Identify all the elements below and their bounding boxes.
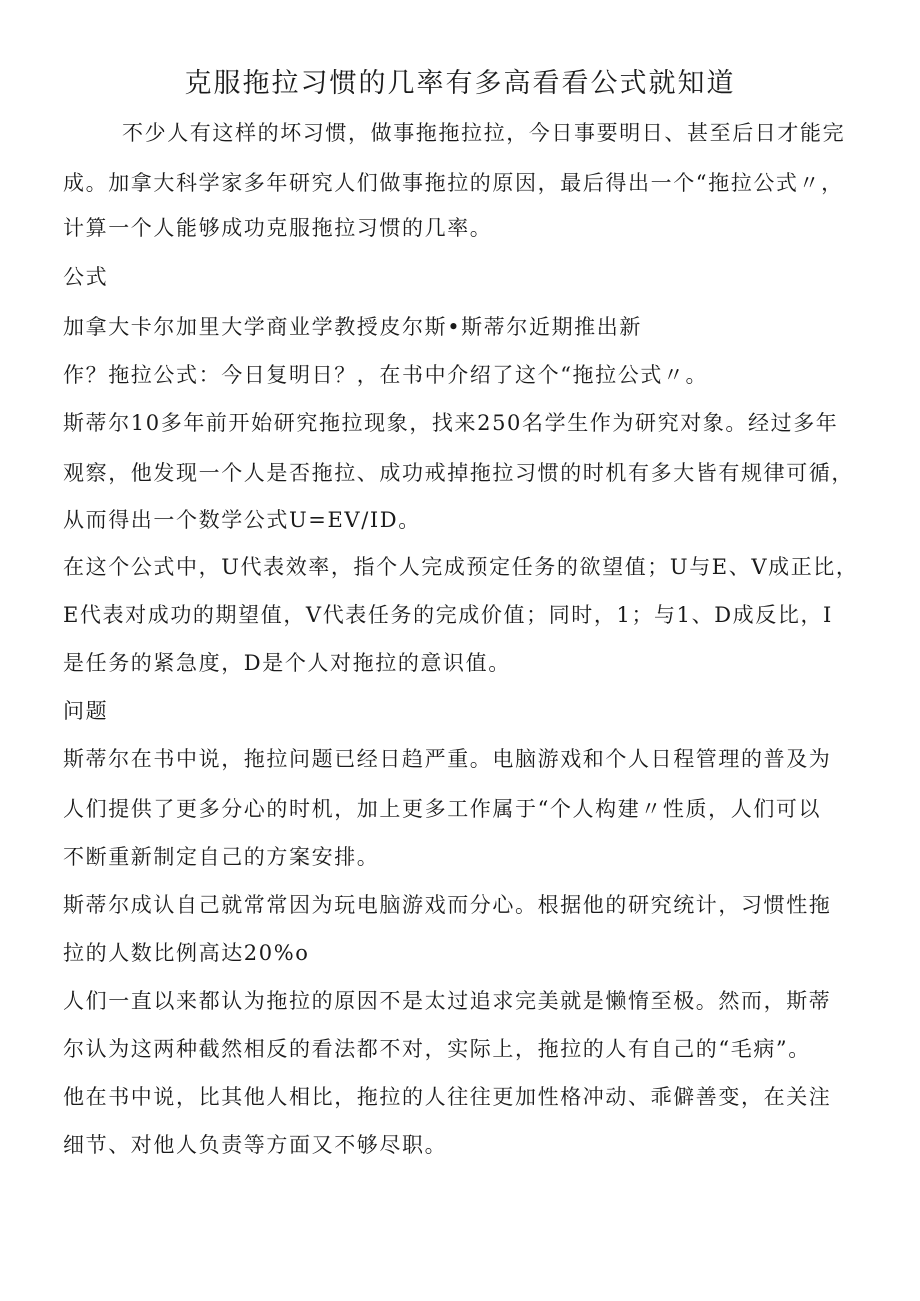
paragraph-line: E代表对成功的期望值，V代表任务的完成价值；同时，1；与1、D成反比，I	[63, 603, 833, 627]
paragraph-line: 观察，他发现一个人是否拖拉、成功戒掉拖拉习惯的时机有多大皆有规律可循，	[63, 461, 854, 485]
paragraph-line: 斯蒂尔10多年前开始研究拖拉现象，找来250名学生作为研究对象。经过多年	[63, 411, 839, 435]
paragraph-line: 计算一个人能够成功克服拖拉习惯的几率。	[63, 216, 493, 240]
paragraph-line: 从而得出一个数学公式U=EV/ID。	[63, 508, 421, 532]
section-heading-problem: 问题	[63, 699, 109, 723]
paragraph-line: 加拿大卡尔加里大学商业学教授皮尔斯•斯蒂尔近期推出新	[63, 315, 642, 339]
document-title: 克服拖拉习惯的几率有多高看看公式就知道	[184, 68, 736, 99]
paragraph-line: 人们一直以来都认为拖拉的原因不是太过追求完美就是懒惰至极。然而，斯蒂	[63, 989, 832, 1013]
paragraph-line: 成。加拿大科学家多年研究人们做事拖拉的原因，最后得出一个“拖拉公式〃，	[63, 171, 844, 195]
section-heading-formula: 公式	[63, 265, 109, 289]
paragraph-line: 是任务的紧急度，D是个人对拖拉的意识值。	[63, 651, 511, 675]
paragraph-line: 不断重新制定自己的方案安排。	[63, 845, 380, 869]
paragraph-line: 人们提供了更多分心的时机，加上更多工作属于“个人构建〃性质，人们可以	[63, 797, 822, 821]
paragraph-line: 细节、对他人负责等方面又不够尽职。	[63, 1133, 448, 1157]
paragraph-line: 作？拖拉公式：今日复明日？，在书中介绍了这个“拖拉公式〃。	[63, 363, 709, 387]
paragraph-line: 斯蒂尔成认自己就常常因为玩电脑游戏而分心。根据他的研究统计，习惯性拖	[63, 893, 832, 917]
paragraph-line: 在这个公式中，U代表效率，指个人完成预定任务的欲望值；U与E、V成正比，	[63, 555, 859, 579]
paragraph-line: 拉的人数比例高达20%o	[63, 941, 310, 965]
paragraph-line: 尔认为这两种截然相反的看法都不对，实际上，拖拉的人有自己的“毛病”。	[63, 1037, 811, 1061]
paragraph-line: 他在书中说，比其他人相比，拖拉的人往往更加性格冲动、乖僻善变，在关注	[63, 1085, 832, 1109]
paragraph-line: 不少人有这样的坏习惯，做事拖拖拉拉，今日事要明日、甚至后日才能完	[122, 121, 846, 145]
paragraph-line: 斯蒂尔在书中说，拖拉问题已经日趋严重。电脑游戏和个人日程管理的普及为	[63, 747, 832, 771]
